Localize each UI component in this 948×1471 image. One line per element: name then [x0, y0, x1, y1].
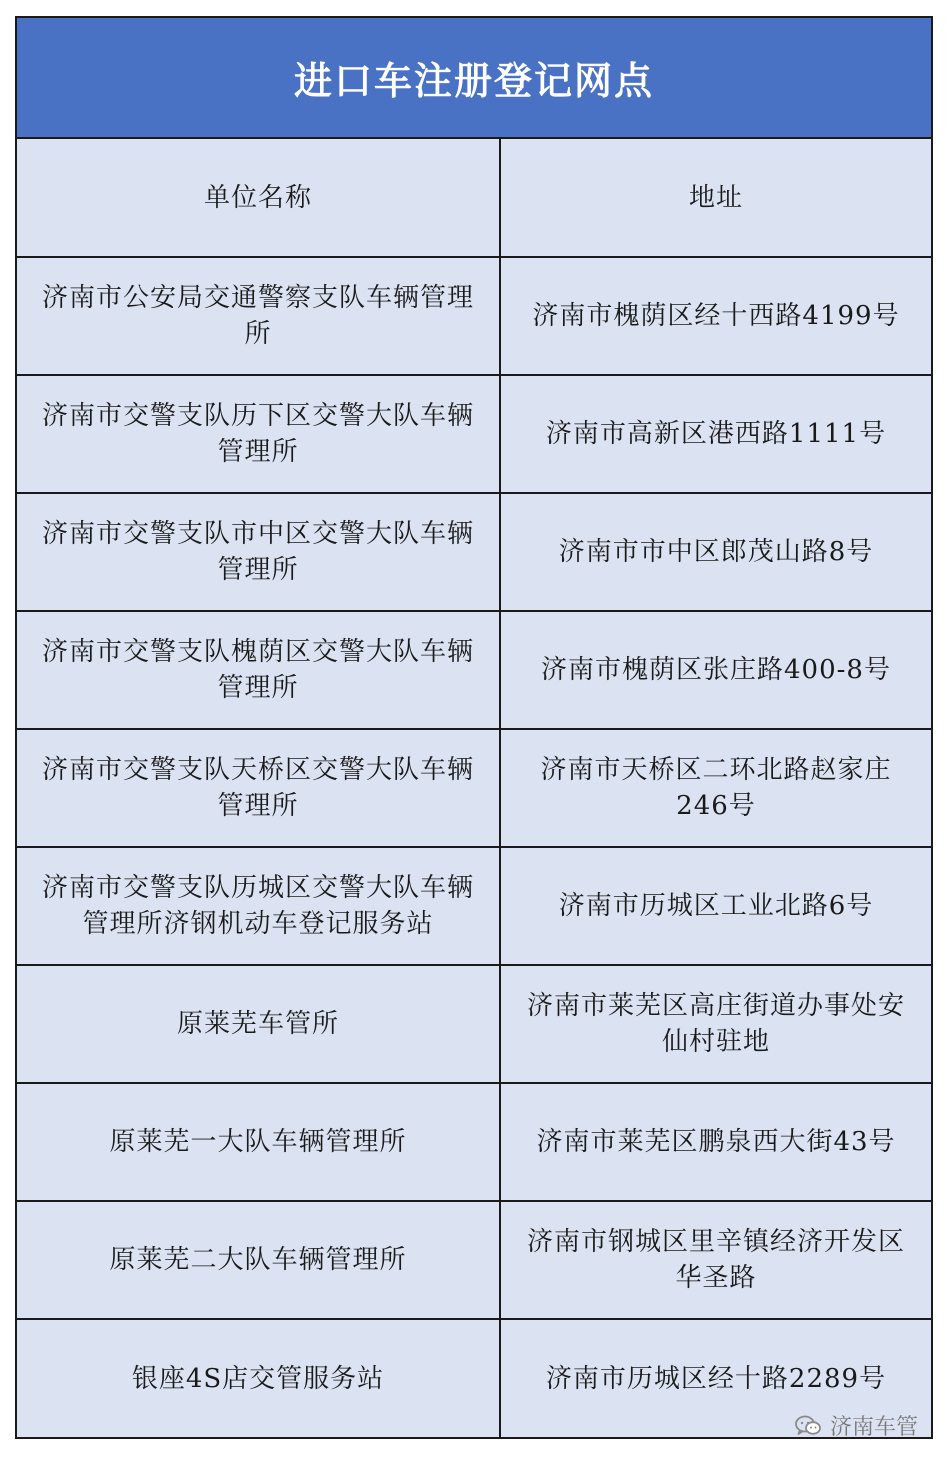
column-header-unit: 单位名称 [17, 139, 500, 257]
unit-cell: 济南市交警支队历下区交警大队车辆管理所 [17, 375, 500, 493]
watermark [794, 1410, 918, 1441]
address-cell: 济南市莱芜区高庄街道办事处安仙村驻地 [500, 965, 931, 1083]
address-cell: 济南市莱芜区鹏泉西大街43号 [500, 1083, 931, 1201]
table-title: 进口车注册登记网点 [17, 18, 931, 139]
table-row [17, 729, 931, 847]
registration-table-sheet [15, 16, 933, 1439]
unit-cell: 济南市交警支队槐荫区交警大队车辆管理所 [17, 611, 500, 729]
address-cell: 济南市槐荫区张庄路400-8号 [500, 611, 931, 729]
registration-table [17, 139, 931, 1437]
address-cell: 济南市历城区工业北路6号 [500, 847, 931, 965]
unit-cell: 济南市交警支队历城区交警大队车辆管理所济钢机动车登记服务站 [17, 847, 500, 965]
unit-cell: 济南市交警支队市中区交警大队车辆管理所 [17, 493, 500, 611]
address-cell: 济南市历城区经十路2289号 [500, 1319, 931, 1437]
address-cell: 济南市市中区郎茂山路8号 [500, 493, 931, 611]
unit-cell: 原莱芜二大队车辆管理所 [17, 1201, 500, 1319]
address-cell: 济南市槐荫区经十西路4199号 [500, 257, 931, 375]
table-row [17, 611, 931, 729]
table-row [17, 493, 931, 611]
table-row [17, 1083, 931, 1201]
table-row [17, 965, 931, 1083]
table-row [17, 375, 931, 493]
address-cell: 济南市高新区港西路1111号 [500, 375, 931, 493]
watermark-text: 济南车管 [829, 1415, 918, 1440]
unit-cell: 济南市交警支队天桥区交警大队车辆管理所 [17, 729, 500, 847]
unit-cell: 济南市公安局交通警察支队车辆管理所 [17, 257, 500, 375]
unit-cell: 原莱芜车管所 [17, 965, 500, 1083]
table-row [17, 847, 931, 965]
wechat-icon [794, 1414, 822, 1438]
table-row [17, 257, 931, 375]
address-cell: 济南市钢城区里辛镇经济开发区华圣路 [500, 1201, 931, 1319]
unit-cell: 原莱芜一大队车辆管理所 [17, 1083, 500, 1201]
unit-cell: 银座4S店交管服务站 [17, 1319, 500, 1437]
address-cell: 济南市天桥区二环北路赵家庄246号 [500, 729, 931, 847]
header-row [17, 139, 931, 257]
column-header-address: 地址 [500, 139, 931, 257]
table-row [17, 1201, 931, 1319]
